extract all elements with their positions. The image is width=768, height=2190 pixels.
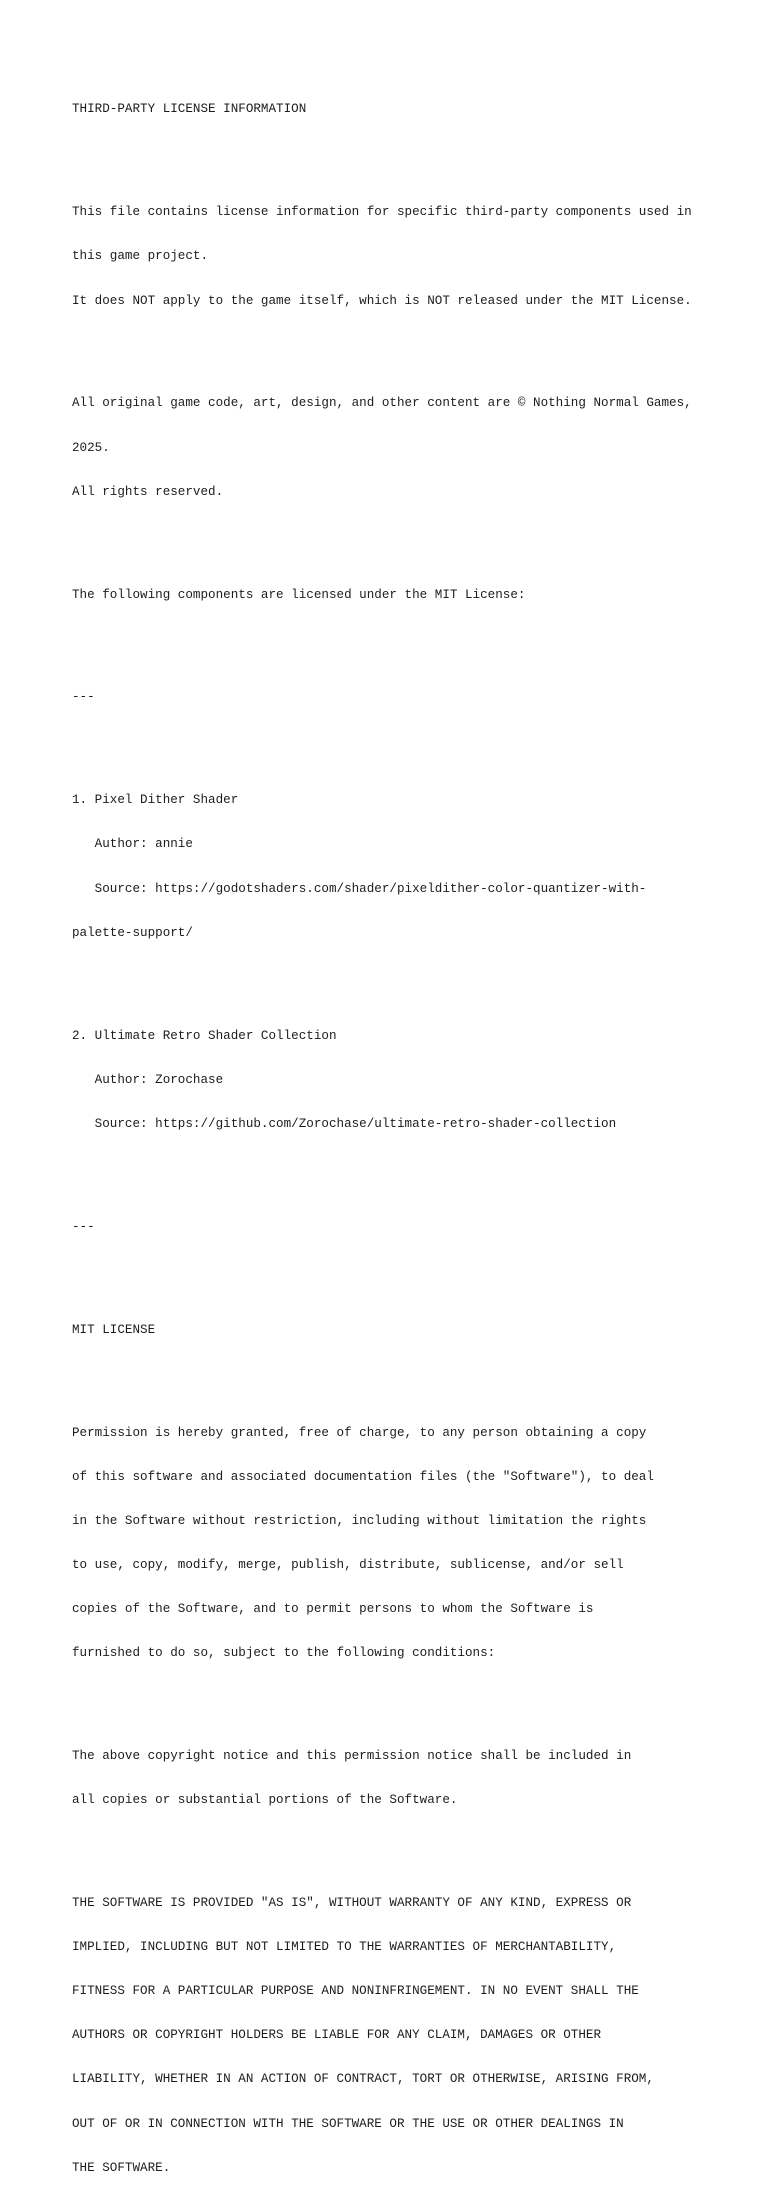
warranty-line: THE SOFTWARE IS PROVIDED "AS IS", WITHOUT WARRANTY OF ANY KIND, EXPRESS OR [72,1896,632,1911]
spacer [72,632,732,647]
component-author: Author: Zorochase [72,1072,224,1087]
component-source: Source: https://github.com/Zorochase/ultimate-retro-shader-collection [72,1116,617,1131]
notice-line: The above copyright notice and this permission notice shall be included in [72,1749,632,1763]
spacer [72,338,732,353]
component-title: 1. Pixel Dither Shader [72,793,239,808]
spacer [72,735,732,750]
component-title: 2. Ultimate Retro Shader Collection [72,1028,337,1043]
license-title: MIT LICENSE [72,1322,156,1337]
components-intro: The following components are licensed under the MIT License: [72,587,526,602]
license-document [72,73,732,2190]
intro-line: This file contains license information for specific third-party components used in [72,205,692,220]
permission-line: of this software and associated documentation files (the "Software"), to deal [72,1469,654,1484]
warranty-line: LIABILITY, WHETHER IN AN ACTION OF CONTRACT, TORT OR OTHERWISE, ARISING FROM, [72,2072,654,2087]
copyright-line: All rights reserved. [72,484,224,499]
permission-line: Permission is hereby granted, free of charge, to any person obtaining a copy [72,1425,647,1440]
permission-line: copies of the Software, and to permit persons to whom the Software is [72,1601,594,1616]
spacer [72,1367,732,1382]
copyright-line: 2025. [72,440,110,455]
separator: --- [72,690,95,705]
warranty-line: AUTHORS OR COPYRIGHT HOLDERS BE LIABLE FOR ANY CLAIM, DAMAGES OR OTHER [72,2028,602,2043]
permission-line: in the Software without restriction, including without limitation the rights [72,1513,647,1528]
spacer [72,1264,732,1279]
permission-line: furnished to do so, subject to the following conditions: [72,1646,496,1661]
intro-line: It does NOT apply to the game itself, which is NOT released under the MIT License. [72,293,692,308]
warranty-line: THE SOFTWARE. [72,2160,171,2175]
spacer [72,1161,732,1176]
component-source: Source: https://godotshaders.com/shader/pixeldither-color-quantizer-with- [72,881,647,896]
copyright-line: All original game code, art, design, and other content are © Nothing Normal Games, [72,396,692,411]
spacer [72,1690,732,1705]
spacer [72,147,732,162]
warranty-line: OUT OF OR IN CONNECTION WITH THE SOFTWARE OR THE USE OR OTHER DEALINGS IN [72,2116,624,2131]
intro-line: this game project. [72,249,209,264]
spacer [72,529,732,544]
document-heading: THIRD-PARTY LICENSE INFORMATION [72,102,307,117]
component-author: Author: annie [72,837,193,852]
spacer [72,1837,732,1852]
spacer [72,970,732,985]
permission-line: to use, copy, modify, merge, publish, distribute, sublicense, and/or sell [72,1557,624,1572]
separator: --- [72,1219,95,1234]
component-source: palette-support/ [72,925,193,940]
warranty-line: IMPLIED, INCLUDING BUT NOT LIMITED TO THE WARRANTIES OF MERCHANTABILITY, [72,1940,617,1955]
notice-line: all copies or substantial portions of the Software. [72,1793,458,1808]
warranty-line: FITNESS FOR A PARTICULAR PURPOSE AND NONINFRINGEMENT. IN NO EVENT SHALL THE [72,1984,639,1999]
